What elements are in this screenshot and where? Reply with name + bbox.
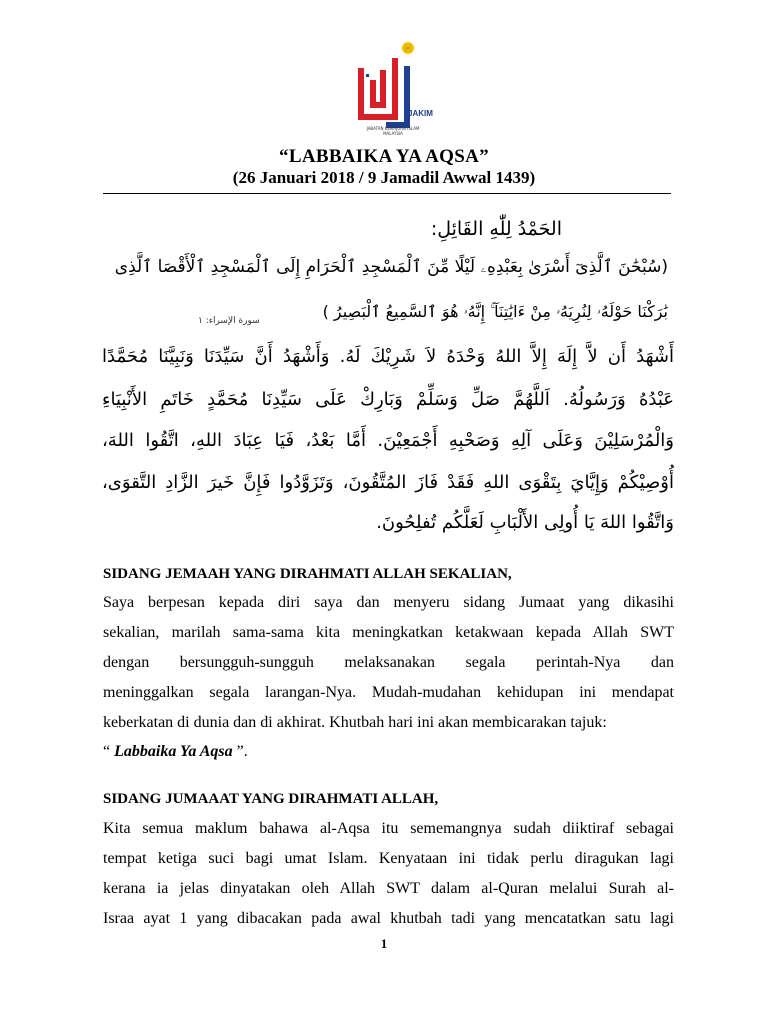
jakim-logo [352, 40, 430, 140]
paragraph-line: keberkatan di dunia dan di akhirat. Khutbah hari ini akan membicarakan tajuk: [103, 714, 607, 731]
arabic-line: أَشْهَدُ أَن لاَّ إِلَهَ إِلاَّ اللهُ وَحْدَهُ لاَ شَرِيْكَ لَهُ. وَأَشْهَدُ أَنَّ سَيِّدَنَا وَنَبِيَّنَا مُحَمَّدًا [102, 346, 674, 367]
paragraph-line: Kita semua maklum bahawa al-Aqsa itu sememangnya sudah diiktiraf sebagai [103, 820, 674, 837]
paragraph-line: Saya berpesan kepada diri saya dan menyeru sidang Jumaat yang dikasihi [103, 594, 674, 611]
paragraph-line: sekalian, marilah sama-sama kita meningkatkan ketakwaan kepada Allah SWT [103, 624, 674, 641]
arabic-line: أُوْصِيْكُمْ وَإِيَّايَ بِتَقْوَى اللهِ فَقَدْ فَازَ المُتَّقُونَ، وَتَزَوَّدُوا فَإِنَّ خَيرَ الزَّادِ التَّقوَى، [102, 472, 674, 493]
quran-verse-line-2: بَٰرَكْنَا حَوْلَهُۥ لِنُرِيَهُۥ مِنْ ءَايَٰتِنَآ ۚ إِنَّهُۥ هُوَ ٱلسَّمِيعُ ٱلْبَصِيرُ ) [322, 302, 668, 321]
arabic-line: وَالْمُرْسَلِيْنَ وَعَلَى آلِهِ وَصَحْبِهِ أَجْمَعِيْنَ. أَمَّا بَعْدُ، فَيَا عِبَادَ اللهِ، اتَّقُوا اللهَ، [102, 430, 674, 451]
paragraph-line: kerana ia jelas dinyatakan oleh Allah SWT dalam al-Quran melalui Surah al- [103, 880, 674, 897]
quran-verse-line-1: (سُبْحَٰنَ ٱلَّذِىٓ أَسْرَىٰ بِعَبْدِهِۦ لَيْلًا مِّنَ ٱلْمَسْجِدِ ٱلْحَرَامِ إِلَى ٱلْمَسْجِدِ ٱلْأَقْصَا ٱلَّذِى [114, 257, 668, 277]
quote-close: ”. [232, 743, 248, 760]
quran-verse-reference: سورة الإسراء: ١ [198, 316, 260, 326]
sermon-topic [103, 743, 248, 761]
quote-open: “ [103, 743, 115, 760]
sermon-topic-title: Labbaika Ya Aqsa [114, 743, 233, 760]
paragraph-line: tempat ketiga suci bagi umat Islam. Kenyataan ini tidak perlu diragukan lagi [103, 850, 674, 867]
section-heading: SIDANG JEMAAH YANG DIRAHMATI ALLAH SEKALIAN, [103, 566, 512, 582]
page-number: 1 [380, 936, 388, 951]
title-divider [103, 193, 671, 194]
paragraph-line: Israa ayat 1 yang dibacakan pada awal khutbah tadi yang mencatatkan satu lagi [103, 910, 674, 927]
paragraph-line: dengan bersungguh-sungguh melaksanakan segala perintah-Nya dan [103, 654, 674, 671]
paragraph-line: meninggalkan segala larangan-Nya. Mudah-mudahan kehidupan ini mendapat [103, 684, 674, 701]
document-date: (26 Januari 2018 / 9 Jamadil Awwal 1439) [232, 168, 536, 187]
document-title: “LABBAIKA YA AQSA” [279, 146, 489, 167]
arabic-line: وَاتَّقُوا اللهَ يَا أُولِى الأَلْبَابِ لَعَلَّكُم تُفلِحُونَ. [376, 512, 674, 533]
arabic-opening: الحَمْدُ لِلّٰهِ القَائِلِ: [430, 218, 562, 240]
arabic-line: عَبْدُهُ وَرَسُولُهُ. اَللَّهُمَّ صَلِّ وَسَلِّمْ وَبَارِكْ عَلَى سَيِّدِنَا مُحَمَّدٍ خَاتَمِ الأَنْبِيَاءِ [102, 389, 674, 410]
jakim-logo-caption: JABATAN KEMAJUAN ISLAM MALAYSIA [366, 126, 420, 136]
jakim-logo-name: JAKIM [408, 109, 433, 118]
section-heading: SIDANG JUMAAAT YANG DIRAHMATI ALLAH, [103, 791, 439, 807]
